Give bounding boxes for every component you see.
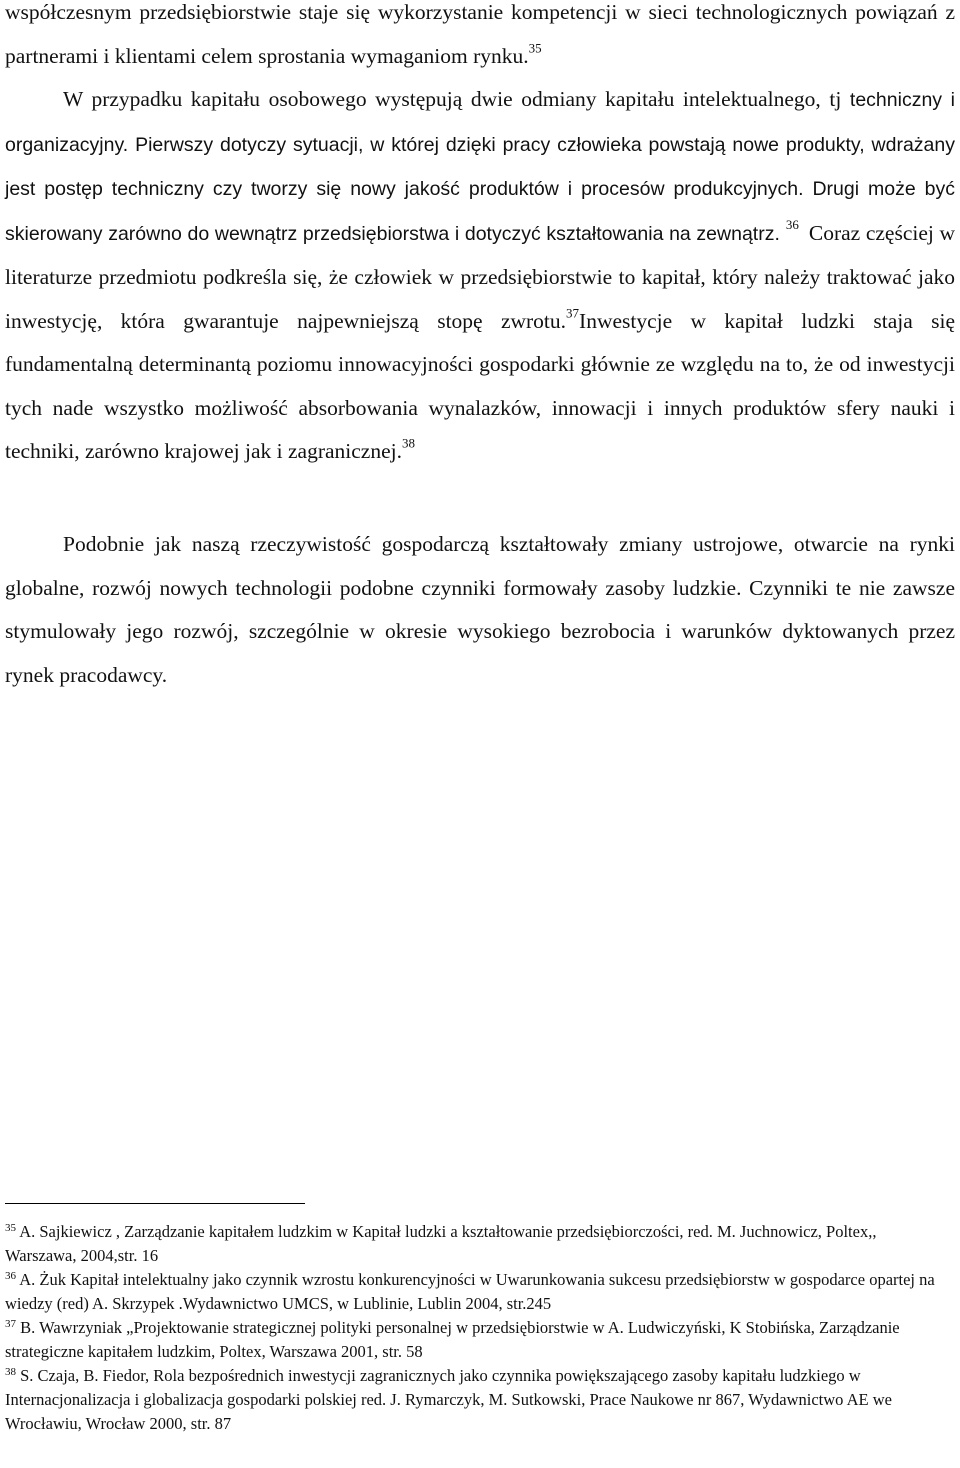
footnote-38 [5,1364,945,1436]
paragraph-2-investment-text: Inwestycje w kapitał ludzki staja się fundamentalną determinantą poziomu innowacyjności gospodarki głównie ze względu na to, że od inwestycji tych nade wszystko możliwość absorbowania wynalazków, innowacji i innych produktów sfery nauki i techniki, zarówno krajowej jak i zagranicznej. [5,308,955,463]
footnote-number: 38 [5,1365,16,1378]
footnotes [5,1220,945,1436]
paragraph-3: Podobnie jak naszą rzeczywistość gospodarczą kształtowały zmiany ustrojowe, otwarcie na rynki globalne, rozwój nowych technologii podobne czynniki formowały zasoby ludzkie. Czynniki te nie zawsze stymulowały jego rozwój, szczególnie w okresie wysokiego bezrobocia i warunków dyktowanych przez rynek pracodawcy. [5,532,955,687]
footnote-ref-36: 36 [785,217,799,233]
paragraph-2-serif-text: Coraz częściej w literaturze przedmiotu podkreśla się, że człowiek w przedsiębiorstwie to kapitał, który należy traktować jako inwestycję, która gwarantuje najpewniejszą stopę zwrotu. [5,220,956,333]
footnote-number: 35 [5,1221,16,1234]
footnote-text: A. Sajkiewicz , Zarządzanie kapitałem ludzkim w Kapitał ludzki a kształtowanie przedsiębiorczości, red. M. Juchnowicz, Poltex,, Warszawa, 2004,str. 16 [5,1222,877,1265]
footnote-ref-37: 37 [566,305,580,321]
footnote-number: 36 [5,1269,16,1282]
footnote-text: S. Czaja, B. Fiedor, Rola bezpośrednich inwestycji zagranicznych jako czynnika powiększającego zasoby kapitału ludzkiego w Internacjonalizacja i globalizacja gospodarki polskiej red. J. Rymarczyk, M. Sutkowski, Prace Naukowe nr 867, Wydawnictwo AE we Wrocławiu, Wrocław 2000, str. 87 [5,1366,892,1433]
footnote-text: B. Wawrzyniak „Projektowanie strategicznej polityki personalnej w przedsiębiorstwie w A. Ludwiczyński, K Stobińska, Zarządzanie strategiczne kapitałem ludzkim, Poltex, Warszawa 2001, str. 58 [5,1318,900,1361]
paragraph-1 [5,0,955,78]
footnote-text: A. Żuk Kapitał intelektualny jako czynnik wzrostu konkurencyjności w Uwarunkowania sukcesu przedsiębiorstw w gospodarce opartej na wiedzy (red) A. Skrzypek .Wydawnictwo UMCS, w Lublinie, Lublin 2004, str.245 [5,1270,935,1313]
footnote-37 [5,1316,945,1364]
paragraph-1-text: współczesnym przedsiębiorstwie staje się wykorzystanie kompetencji w sieci technologicznych powiązań z partnerami i klientami celem sprostania wymaganiom rynku. [5,0,955,68]
paragraph-2 [5,78,955,474]
footnote-36 [5,1268,945,1316]
footnote-ref-35: 35 [528,40,542,56]
footnote-35 [5,1220,945,1268]
footnote-ref-38: 38 [401,435,415,451]
paragraph-2-sans-text: techniczny i organizacyjny. Pierwszy dotyczy sytuacji, w której dzięki pracy człowieka powstają nowe produkty, wdrażany jest postęp techniczny czy tworzy się nowy jakość produktów i procesów produkcyjnych. Drugi może być skierowany zarówno do wewnątrz przedsiębiorstwa i dotyczyć kształtowania na zewnątrz. [5,89,956,245]
footnote-number: 37 [5,1317,16,1330]
footnote-separator [5,1203,305,1204]
paragraph-2-intro: W przypadku kapitału osobowego występują dwie odmiany kapitału intelektualnego, tj [63,87,842,111]
